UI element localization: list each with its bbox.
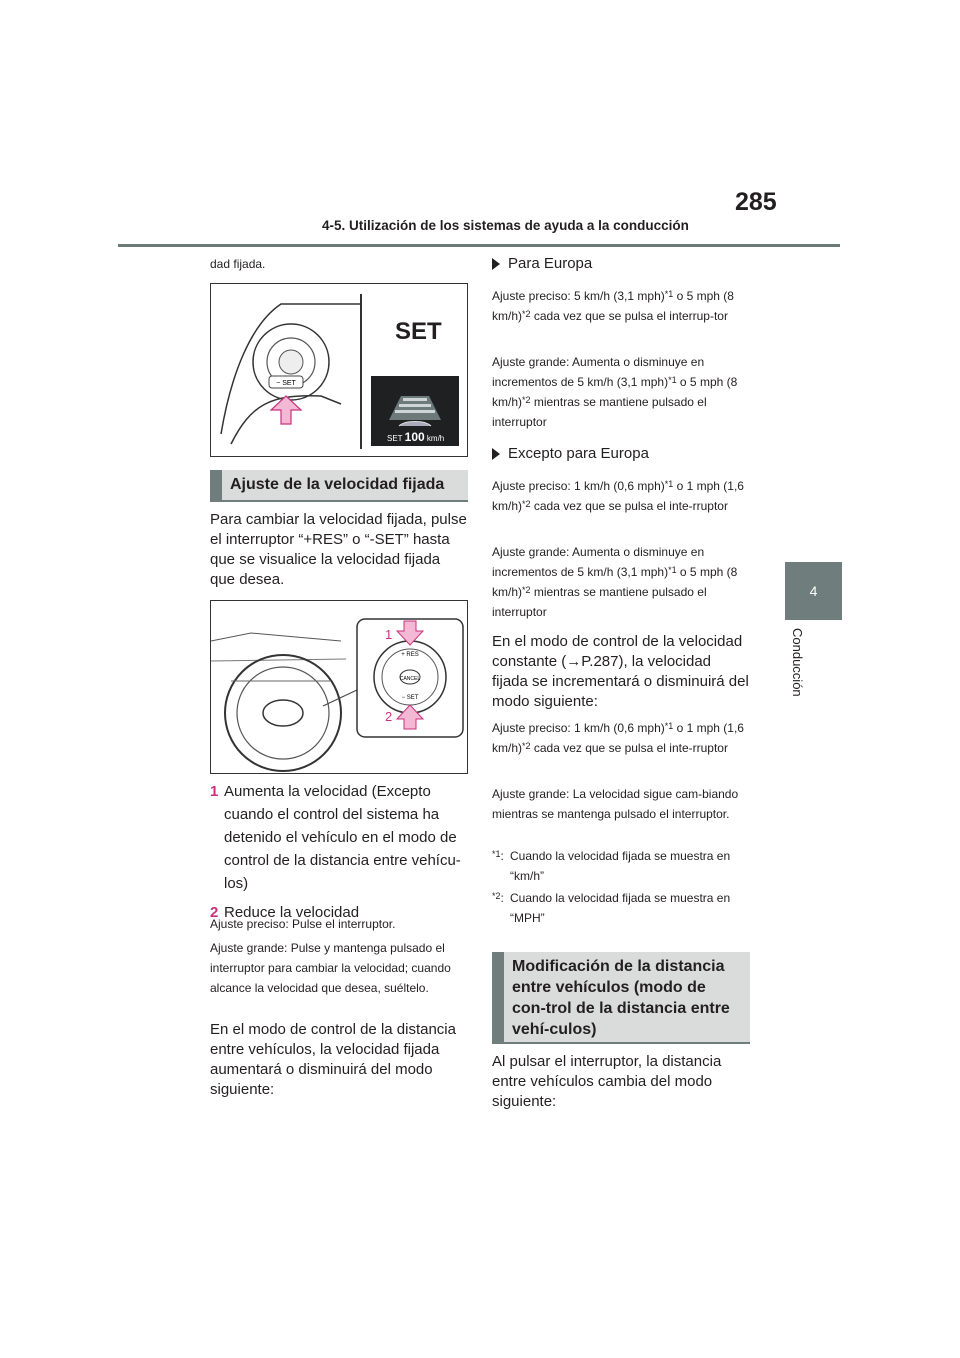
- set-indicator: SET: [395, 318, 442, 345]
- paragraph-distance-switch: Al pulsar el interruptor, la distancia entre vehículos cambia del modo siguiente:: [492, 1053, 722, 1110]
- figure-res-set-switch: [210, 600, 468, 774]
- non-europe-fine: Ajuste preciso: 1 km/h (0,6 mph)$^{*1}$ o 1 mph (1,6 km/h)$^{*2}$ cada vez que se pulsa el inte-rruptor: [492, 479, 744, 513]
- side-tab-label: Conducción: [790, 628, 805, 697]
- list-item: 2 Reduce la velocidad: [210, 904, 360, 921]
- paragraph-change-speed: Para cambiar la velocidad fijada, pulse el interruptor “+RES” o “-SET” hasta que se visualice la velocidad fijada que desea.: [210, 511, 467, 588]
- non-europe-coarse: Ajuste grande: Aumenta o disminuye en incrementos de 5 km/h (3,1 mph)$^{*1}$ o 5 mph (8 km/h)$^{*2}$ mientras se mantiene pulsado el interruptor: [492, 545, 738, 619]
- meter-speed-readout: SET 100 km/h: [387, 430, 445, 444]
- side-tab-number: 4: [785, 562, 842, 620]
- footnote-2: $^{*2}$: Cuando la velocidad fijada se muestra en “MPH”: [492, 891, 731, 925]
- section-heading-speed: Ajuste de la velocidad fijada: [210, 470, 468, 502]
- constant-coarse: Ajuste grande: La velocidad sigue cam-biando mientras se mantenga pulsado el interruptor.: [492, 787, 739, 821]
- list-item: 1 Aumenta la velocidad (Excepto cuando el control del sistema ha detenido el vehículo en el modo de control de la distancia entre vehícu-los): [210, 783, 461, 892]
- cancel-label: CANCEL: [399, 676, 421, 682]
- paragraph-distance-mode: En el modo de control de la distancia entre vehículos, la velocidad fijada aumentará o disminuirá del modo siguiente:: [210, 1021, 456, 1098]
- triangle-bullet-icon: [492, 258, 500, 270]
- europe-coarse: Ajuste grande: Aumenta o disminuye en incrementos de 5 km/h (3,1 mph)$^{*1}$ o 5 mph (8 km/h)$^{*2}$ mientras se mantiene pulsado el interruptor: [492, 355, 738, 429]
- footnote-1: $^{*1}$: Cuando la velocidad fijada se muestra en “km/h”: [492, 849, 731, 883]
- minus-set-label: − SET: [276, 380, 296, 387]
- page-number: 285: [735, 188, 777, 216]
- chapter-title: 4-5. Utilización de los sistemas de ayuda a la conducción: [322, 218, 689, 233]
- header-rule: [118, 244, 840, 247]
- callout-2: 2: [385, 709, 393, 724]
- paragraph-constant-speed: En el modo de control de la velocidad constante (→P.287), la velocidad fijada se incrementará o disminuirá del modo siguiente:: [492, 633, 749, 710]
- dashboard-illustration: [211, 601, 467, 773]
- note-fine-adjust: Ajuste preciso: Pulse el interruptor.: [210, 917, 396, 931]
- meter-display: [371, 376, 459, 446]
- figure-set-switch: [210, 283, 468, 457]
- europe-fine: Ajuste preciso: 5 km/h (3,1 mph)$^{*1}$ o 5 mph (8 km/h)$^{*2}$ cada vez que se pulsa el interrup-tor: [492, 289, 734, 323]
- note-coarse-adjust: Ajuste grande: Pulse y mantenga pulsado el interruptor para cambiar la velocidad; cuando alcance la velocidad que desea, suéltelo.: [210, 941, 451, 995]
- numbered-list: [210, 780, 468, 924]
- subtitle-non-europe: Excepto para Europa: [492, 444, 649, 464]
- callout-1: 1: [385, 627, 393, 642]
- triangle-bullet-icon: [492, 448, 500, 460]
- intro-fragment: dad fijada.: [210, 257, 266, 271]
- res-label: + RES: [401, 652, 419, 658]
- set-label: − SET: [401, 695, 419, 701]
- section-heading-distance: Modificación de la distancia entre vehículos (modo de con-trol de la distancia entre vehí-culos): [492, 952, 750, 1044]
- constant-fine: Ajuste preciso: 1 km/h (0,6 mph)$^{*1}$ o 1 mph (1,6 km/h)$^{*2}$ cada vez que se pulsa el inte-rruptor: [492, 721, 744, 755]
- subtitle-europe: Para Europa: [492, 254, 592, 274]
